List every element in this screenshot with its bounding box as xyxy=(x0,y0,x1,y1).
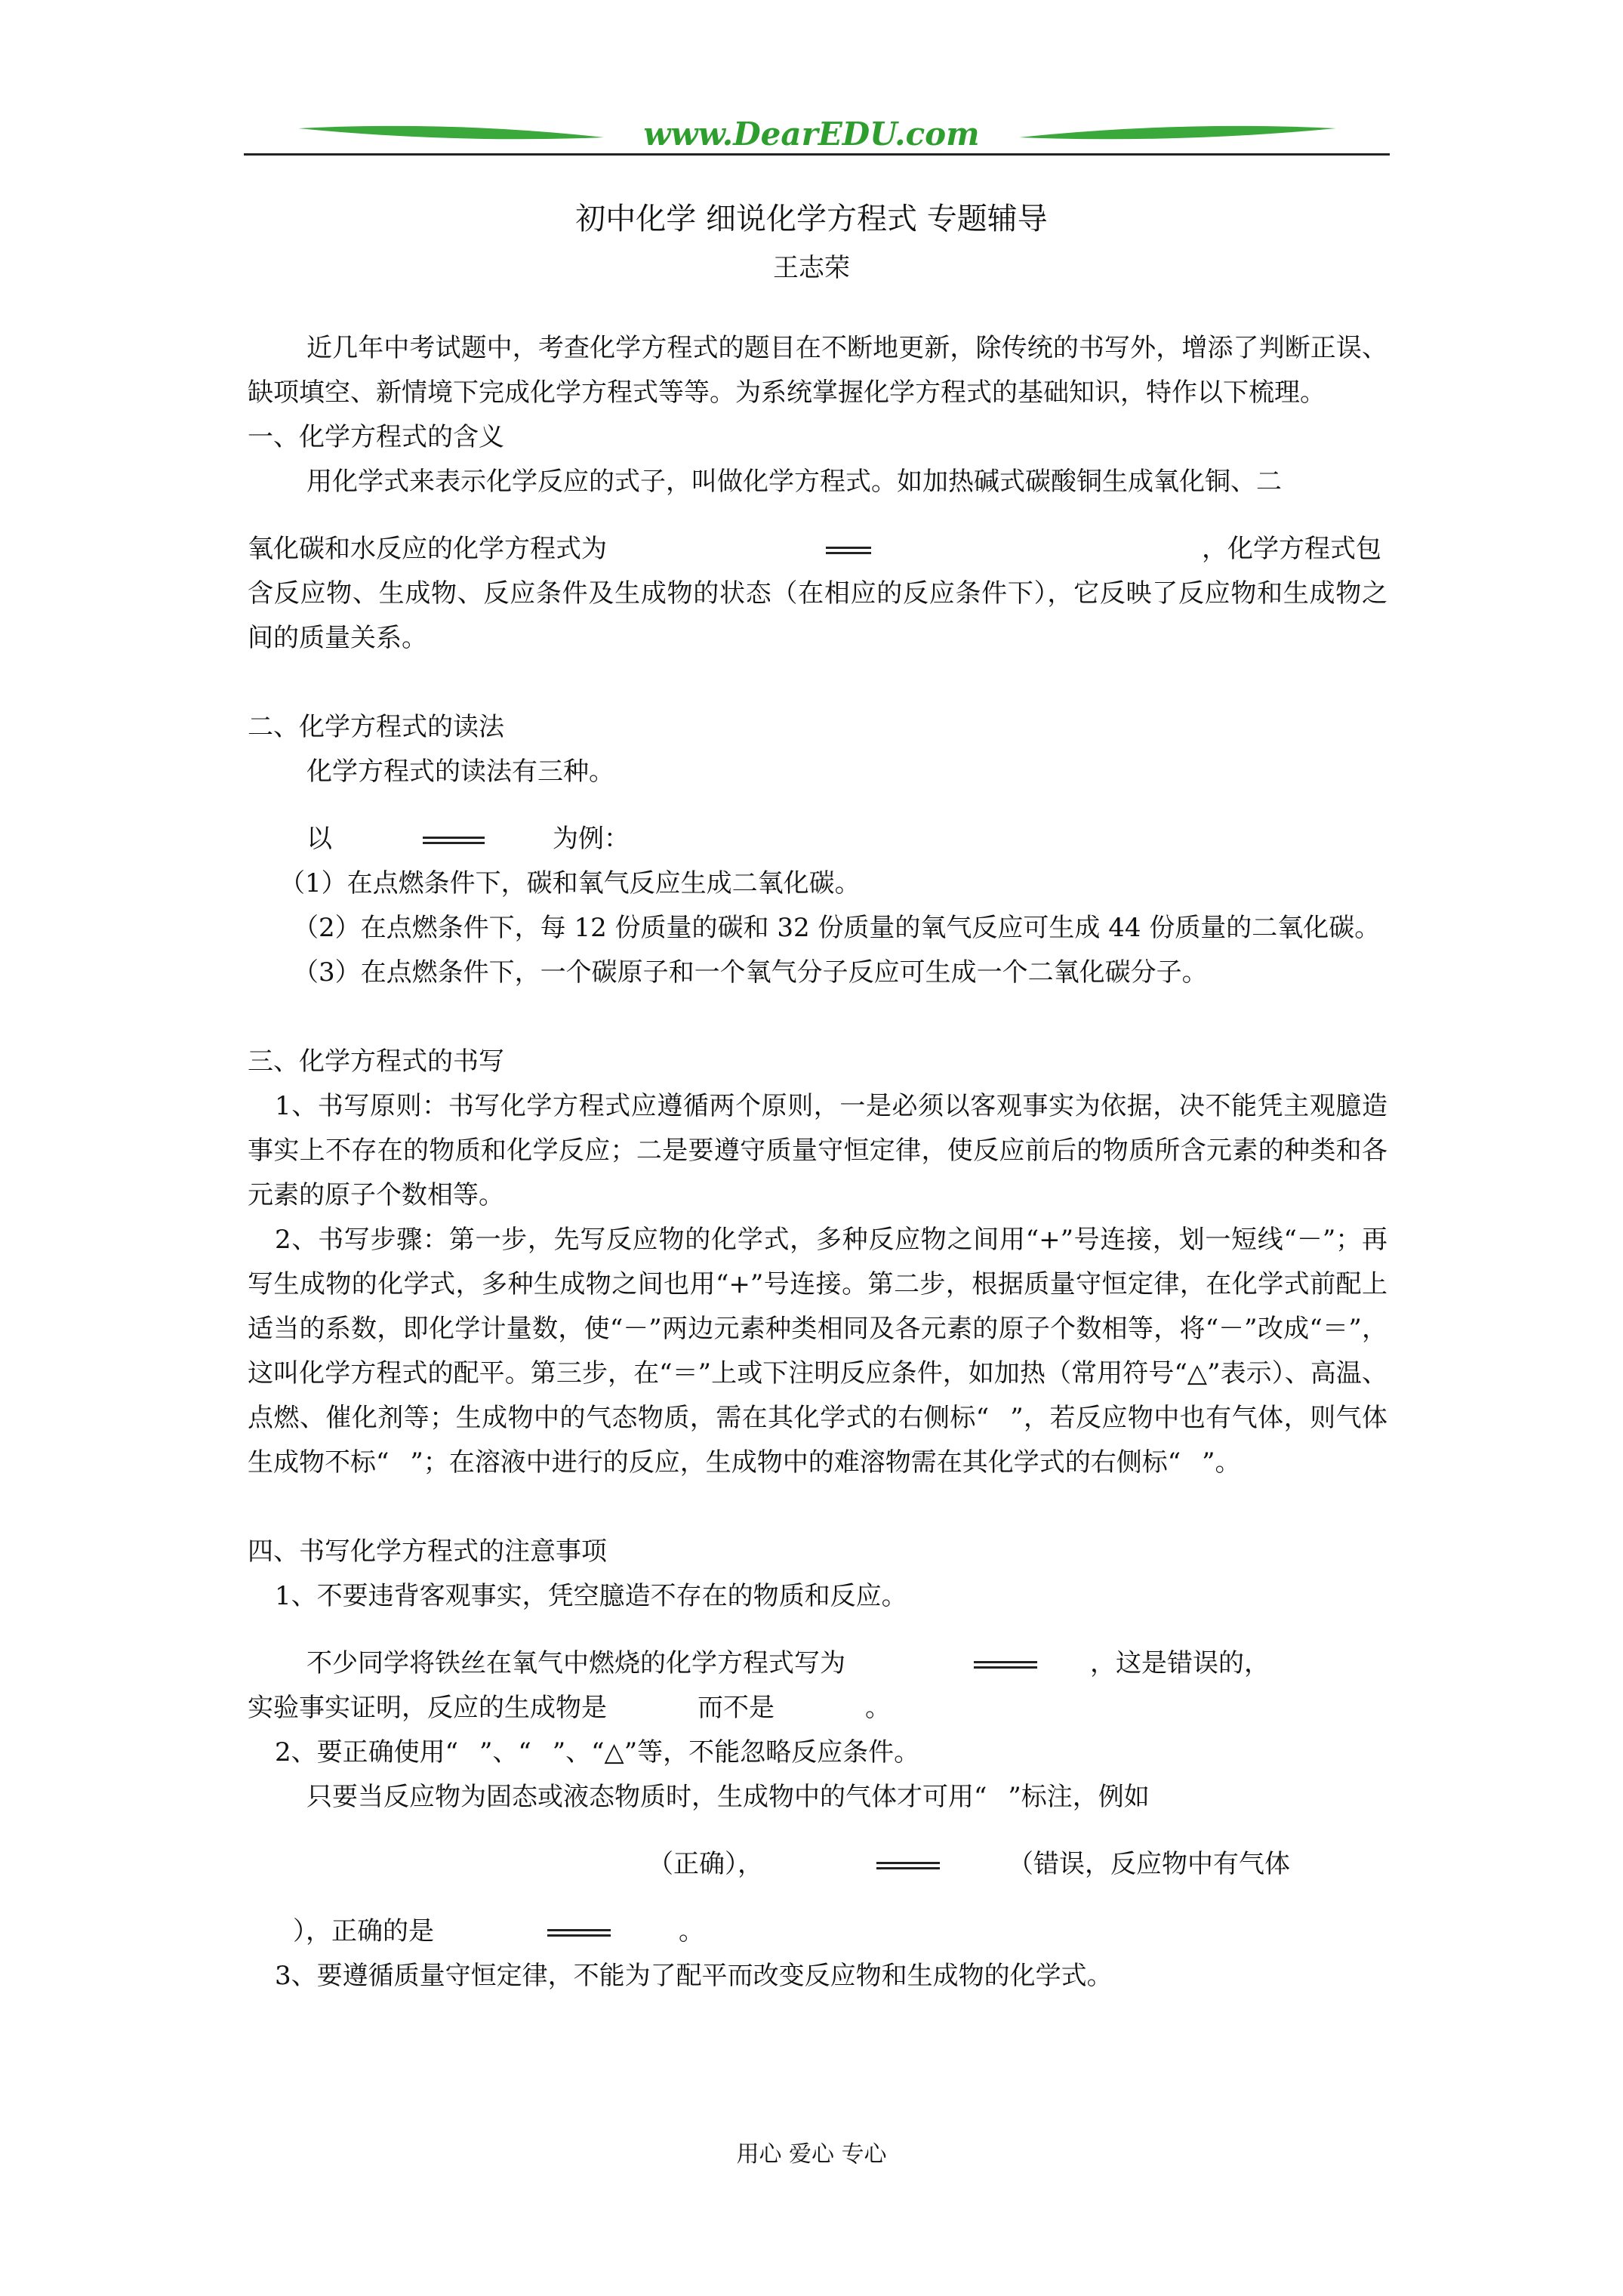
note-1-example-cont xyxy=(248,1686,1387,1730)
equals-sign xyxy=(974,1661,1037,1669)
reading-3: （3）在点燃条件下，一个碳原子和一个氧气分子反应可生成一个二氧化碳分子。 xyxy=(293,957,1208,988)
writing-steps-text: ”。 xyxy=(1202,1447,1241,1478)
s2-example-line xyxy=(248,817,1387,861)
example-suffix: 为例： xyxy=(553,824,630,854)
note-2-correct xyxy=(248,1909,1387,1954)
note-2-examples xyxy=(248,1842,1387,1887)
s1-text: ，化学方程式包 xyxy=(1202,534,1381,564)
note-text: ”、“△”等，不能忽略反应条件。 xyxy=(552,1737,920,1767)
site-logo xyxy=(0,106,1623,166)
logo-text: www.DearEDU.com xyxy=(643,116,980,153)
note-text: 2、要正确使用“ xyxy=(275,1737,459,1767)
equals-sign xyxy=(876,1862,940,1869)
note-text: 只要当反应物为固态或液态物质时，生成物中的气体才可用“ xyxy=(306,1782,987,1812)
note-text: ”标注，例如 xyxy=(1008,1782,1150,1812)
logo-right-swoosh xyxy=(1019,126,1336,139)
note-2 xyxy=(248,1730,1387,1775)
equals-sign xyxy=(423,837,485,844)
note-text: 实验事实证明，反应的生成物是 xyxy=(248,1693,607,1723)
section-heading-1: 一、化学方程式的含义 xyxy=(248,422,504,452)
logo-left-swoosh xyxy=(298,126,604,139)
note-text: ），正确的是 xyxy=(293,1916,434,1946)
writing-steps-text: 2、书写步骤：第一步，先写反应物的化学式，多种反应物之间用“+”号连接，划一短线“－”；再写生成物的化学式，多种生成物之间也用“+”号连接。第二步，根据质量守恒定律，在化学式前配上适当的系数，即化学计量数，使“－”两边元素种类相同及各元素的原子个数相等，将“－”改成“＝”，这叫化学方程式的配平。第三步，在“＝”上或下注明反应条件，如加热（常用符号“△”表示）、高温、点燃、催化剂等；生成物中的气态物质，需在其化学式的右侧标“ xyxy=(248,1225,1387,1433)
equals-sign xyxy=(547,1929,611,1937)
section-heading-2: 二、化学方程式的读法 xyxy=(248,712,504,742)
note-text: 。 xyxy=(679,1916,704,1946)
article-body xyxy=(248,326,1387,1999)
note-text: ”、“ xyxy=(479,1737,531,1767)
note-text: 不少同学将铁丝在氧气中燃烧的化学方程式写为 xyxy=(306,1648,845,1678)
s2-paragraph: 化学方程式的读法有三种。 xyxy=(306,757,614,787)
equals-sign xyxy=(826,547,871,554)
s1-text: 氧化碳和水反应的化学方程式为 xyxy=(248,534,607,564)
note-text: （正确）， xyxy=(648,1849,763,1879)
example-prefix: 以 xyxy=(306,824,332,854)
reading-2: （2）在点燃条件下，每 12 份质量的碳和 32 份质量的氧气反应可生成 44 份质量的二氧化碳。 xyxy=(293,913,1381,943)
writing-steps-text: ”，若反应物中也有气体，则气体生成物不标“ xyxy=(248,1403,1387,1478)
writing-steps xyxy=(248,1218,1387,1485)
note-text: （错误，反应物中有气体 xyxy=(1008,1849,1290,1879)
header-rule xyxy=(244,153,1390,156)
reading-1: （1）在点燃条件下，碳和氧气反应生成二氧化碳。 xyxy=(279,868,861,898)
note-3: 3、要遵循质量守恒定律，不能为了配平而改变反应物和生成物的化学式。 xyxy=(275,1961,1113,1991)
note-2-explain xyxy=(248,1775,1387,1820)
note-text: ，这是错误的， xyxy=(1090,1648,1270,1678)
s1-paragraph-tail: 含反应物、生成物、反应条件及生成物的状态（在相应的反应条件下），它反映了反应物和生成物之间的质量关系。 xyxy=(248,578,1387,653)
intro-paragraph: 近几年中考试题中，考查化学方程式的题目在不断地更新，除传统的书写外，增添了判断正误、缺项填空、新情境下完成化学方程式等等。为系统掌握化学方程式的基础知识，特作以下梳理。 xyxy=(248,333,1387,408)
note-text: 。 xyxy=(865,1693,891,1723)
writing-steps-text: ”；在溶液中进行的反应，生成物中的难溶物需在其化学式的右侧标“ xyxy=(410,1447,1181,1478)
note-1: 1、不要违背客观事实，凭空臆造不存在的物质和反应。 xyxy=(275,1581,907,1611)
page-footer: 用心 爱心 专心 xyxy=(736,2141,887,2168)
section-heading-4: 四、书写化学方程式的注意事项 xyxy=(248,1536,607,1567)
writing-principle: 1、书写原则：书写化学方程式应遵循两个原则，一是必须以客观事实为依据，决不能凭主观臆造事实上不存在的物质和化学反应；二是要遵守质量守恒定律，使反应前后的物质所含元素的种类和各元素的原子个数相等。 xyxy=(248,1091,1387,1210)
note-1-example xyxy=(248,1641,1387,1686)
s1-paragraph-equation-line xyxy=(248,527,1387,572)
s1-paragraph-line: 用化学式来表示化学反应的式子，叫做化学方程式。如加热碱式碳酸铜生成氧化铜、二 xyxy=(306,467,1282,497)
note-text: 而不是 xyxy=(698,1693,775,1723)
section-heading-3: 三、化学方程式的书写 xyxy=(248,1046,504,1077)
page-title: 初中化学 细说化学方程式 专题辅导 xyxy=(575,202,1048,236)
author: 王志荣 xyxy=(773,253,850,283)
